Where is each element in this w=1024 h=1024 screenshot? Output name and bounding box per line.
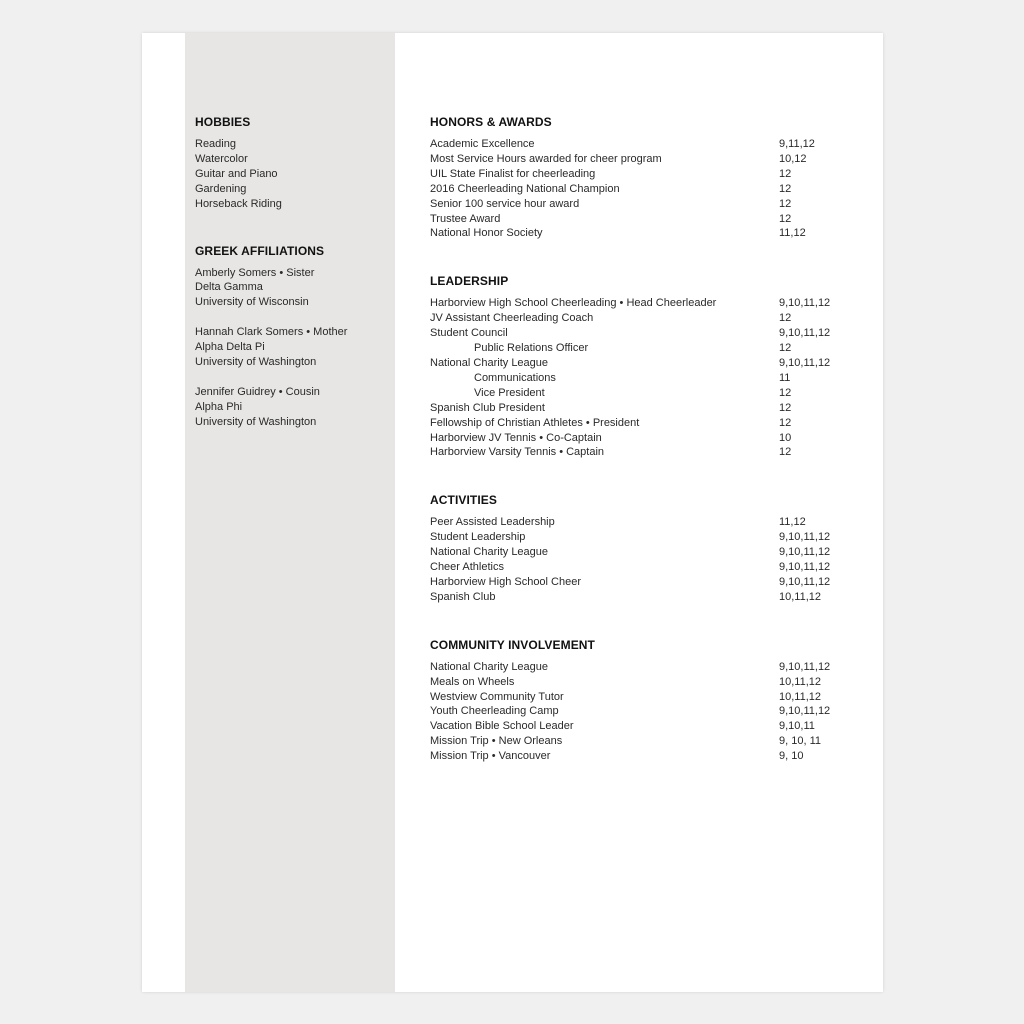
row-years: 11,12 [779,227,806,240]
row-label: National Charity League [430,546,549,559]
row-label: Peer Assisted Leadership [430,516,555,529]
table-row [430,152,850,167]
table-row [430,197,850,212]
activities-heading: ACTIVITIES [430,493,498,508]
hobby-item: Guitar and Piano [195,167,278,180]
honors-section [430,115,850,241]
row-years: 10,11,12 [779,590,822,603]
row-years: 11 [779,371,791,384]
row-label: JV Assistant Cheerleading Coach [430,312,594,325]
row-years: 12 [779,401,792,414]
greek-affiliations-section [195,244,390,430]
table-row [430,560,850,575]
row-label: Youth Cheerleading Camp [430,705,559,718]
affiliation-university: University of Washington [195,355,317,368]
row-years: 11,12 [779,516,806,529]
table-row [430,182,850,197]
row-years: 12 [779,167,792,180]
affiliation-group [195,325,390,370]
affiliation-university: University of Washington [195,415,317,428]
affiliation-person: Amberly Somers • Sister [195,266,315,279]
row-years: 9,10,11,12 [779,705,831,718]
row-label: Spanish Club President [430,401,545,414]
row-label: Senior 100 service hour award [430,197,580,210]
row-label: Harborview High School Cheerleading • Head Cheerleader [430,297,717,310]
row-label: Mission Trip • New Orleans [430,735,563,748]
row-label: Spanish Club [430,590,496,603]
row-years: 12 [779,386,792,399]
row-label: Fellowship of Christian Athletes • President [430,416,640,429]
row-years: 12 [779,416,792,429]
table-row [430,675,850,690]
affiliation-group [195,266,390,311]
row-label: Most Service Hours awarded for cheer program [430,152,662,165]
row-label: National Charity League [430,356,549,369]
row-label: Vacation Bible School Leader [430,720,574,733]
row-sublabel: Communications [474,371,556,384]
row-years: 9,10,11,12 [779,327,831,340]
affiliation-person: Jennifer Guidrey • Cousin [195,385,320,398]
row-years: 9,10,11,12 [779,561,831,574]
row-label: UIL State Finalist for cheerleading [430,167,596,180]
table-row [430,431,850,446]
activities-section [430,493,850,604]
table-row [430,137,850,152]
row-years: 10,11,12 [779,675,822,688]
row-label: Student Council [430,327,508,340]
community-heading: COMMUNITY INVOLVEMENT [430,637,595,652]
table-row [430,386,850,401]
hobby-item: Horseback Riding [195,197,282,210]
resume-page [142,33,883,992]
table-row [430,296,850,311]
table-row [430,401,850,416]
row-years: 9,10,11,12 [779,356,831,369]
affiliation-sorority: Delta Gamma [195,281,263,294]
hobby-item: Gardening [195,182,247,195]
table-row [430,371,850,386]
table-row [430,660,850,675]
row-years: 9,10,11,12 [779,546,831,559]
affiliation-person: Hannah Clark Somers • Mother [195,326,348,339]
row-years: 10 [779,431,792,444]
table-row [430,590,850,605]
leadership-heading: LEADERSHIP [430,274,509,289]
affiliation-group [195,385,390,430]
hobby-item: Reading [195,138,236,150]
row-label: Meals on Wheels [430,675,515,688]
affiliation-sorority: Alpha Delta Pi [195,341,265,354]
row-label: Harborview High School Cheer [430,575,582,588]
row-label: Harborview Varsity Tennis • Captain [430,446,605,459]
row-label: Trustee Award [430,212,501,225]
table-row [430,734,850,749]
table-row [430,167,850,182]
row-years: 9,10,11,12 [779,297,831,310]
hobbies-heading: HOBBIES [195,115,251,129]
row-years: 12 [779,182,792,195]
table-row [430,356,850,371]
row-label: 2016 Cheerleading National Champion [430,182,620,195]
table-row [430,530,850,545]
hobby-item: Watercolor [195,152,248,165]
row-years: 9,10,11,12 [779,531,831,544]
hobbies-section [195,115,390,212]
honors-heading: HONORS & AWARDS [430,115,552,129]
community-section [430,638,850,764]
table-row [430,226,850,241]
row-years: 9,10,11,12 [779,660,831,673]
row-years: 9, 10, 11 [779,735,821,748]
row-years: 9,10,11 [779,720,815,733]
affiliation-university: University of Wisconsin [195,296,309,309]
row-years: 9,11,12 [779,138,815,150]
row-label: Academic Excellence [430,138,535,150]
row-years: 12 [779,342,792,355]
row-label: Student Leadership [430,531,526,544]
row-years: 9,10,11,12 [779,575,831,588]
leadership-section [430,274,850,460]
table-row [430,545,850,560]
table-row [430,445,850,460]
table-row [430,719,850,734]
table-row [430,515,850,530]
row-label: Mission Trip • Vancouver [430,750,551,763]
table-row [430,575,850,590]
table-row [430,341,850,356]
row-label: National Honor Society [430,227,543,240]
table-row [430,326,850,341]
row-years: 12 [779,312,792,325]
row-years: 9, 10 [779,750,804,763]
table-row [430,690,850,705]
table-row [430,416,850,431]
row-years: 10,11,12 [779,690,822,703]
main-content [430,115,850,797]
row-label: Westview Community Tutor [430,690,564,703]
row-years: 12 [779,446,792,459]
sidebar-content [195,115,390,460]
row-label: Harborview JV Tennis • Co-Captain [430,431,602,444]
table-row [430,212,850,227]
row-label: National Charity League [430,660,549,673]
table-row [430,311,850,326]
table-row [430,704,850,719]
affiliation-sorority: Alpha Phi [195,400,243,413]
row-label: Cheer Athletics [430,561,504,574]
row-years: 12 [779,212,792,225]
greek-affiliations-heading: GREEK AFFILIATIONS [195,243,325,258]
row-sublabel: Vice President [474,386,545,399]
table-row [430,749,850,764]
row-years: 12 [779,197,792,210]
row-years: 10,12 [779,152,807,165]
row-sublabel: Public Relations Officer [474,342,589,355]
